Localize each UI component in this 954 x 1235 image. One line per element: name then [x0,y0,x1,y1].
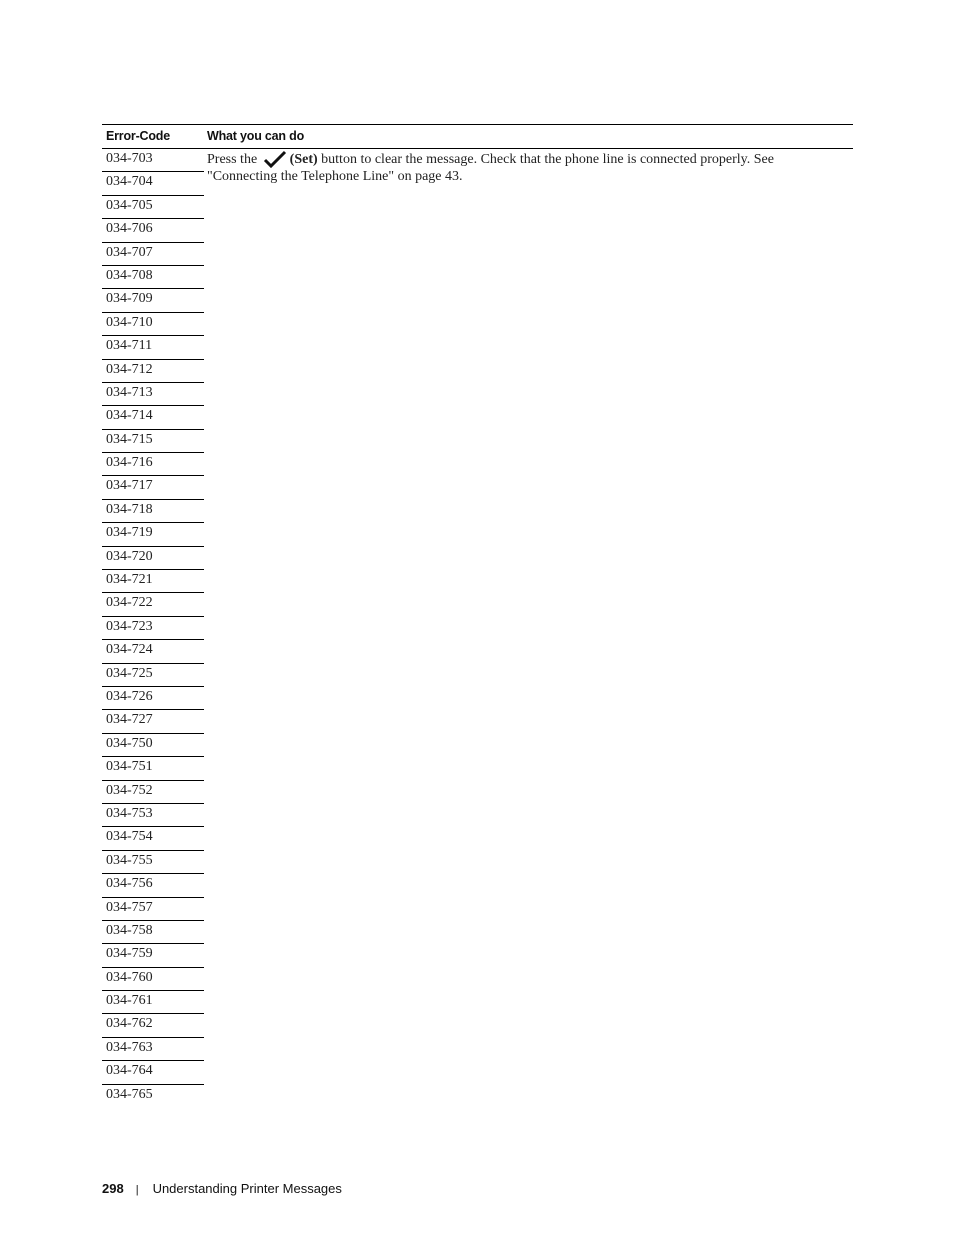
table-row [102,547,204,570]
error-code-cell: 034-754 [106,829,153,845]
error-code-cell: 034-705 [106,197,153,213]
table-row [102,476,204,499]
error-code-cell: 034-751 [106,759,153,775]
error-code-cell: 034-753 [106,805,153,821]
table-row [102,336,204,359]
error-code-cell: 034-711 [106,338,153,354]
error-code-cell: 034-716 [106,455,153,471]
error-code-cell: 034-706 [106,221,153,237]
error-code-cell: 034-760 [106,969,153,985]
table-row [102,243,204,266]
table-row [102,804,204,827]
table-row [102,757,204,780]
table-row [102,687,204,710]
error-code-cell: 034-723 [106,618,153,634]
error-code-cell: 034-750 [106,735,153,751]
footer-separator: | [135,1184,139,1196]
error-code-cell: 034-761 [106,993,153,1009]
table-row [102,944,204,967]
table-row [102,219,204,242]
error-code-cell: 034-727 [106,712,153,728]
table-row [102,617,204,640]
table-row [102,710,204,733]
error-code-cell: 034-717 [106,478,153,494]
table-row [102,827,204,850]
checkmark-icon [263,150,287,168]
table-row [102,734,204,757]
page-footer [102,1181,342,1196]
error-code-cell: 034-712 [106,361,153,377]
table-row [102,874,204,897]
table-row [102,991,204,1014]
table-row [102,570,204,593]
error-code-cell: 034-704 [106,174,153,190]
action-description [207,150,807,185]
table-row [102,196,204,219]
error-code-cell: 034-758 [106,922,153,938]
table-row [102,968,204,991]
table-row [102,781,204,804]
table-row [102,383,204,406]
error-code-cell: 034-722 [106,595,153,611]
error-code-cell: 034-714 [106,408,153,424]
table-row [102,523,204,546]
error-code-cell: 034-725 [106,665,153,681]
header-error-code: Error-Code [106,129,170,143]
error-code-cell: 034-708 [106,267,153,283]
action-line2: "Connecting the Telephone Line" on page 43. [207,169,463,184]
table-row [102,898,204,921]
error-code-cell: 034-762 [106,1016,153,1032]
error-code-cell: 034-707 [106,244,153,260]
error-code-cell: 034-713 [106,384,153,400]
table-row [102,289,204,312]
table-row [102,406,204,429]
table-row [102,921,204,944]
table-row [102,640,204,663]
error-code-cell: 034-763 [106,1039,153,1055]
header-what-you-can-do: What you can do [207,129,305,143]
table-row [102,1038,204,1061]
table-header-rule [102,148,853,149]
error-code-cell: 034-719 [106,525,153,541]
error-code-cell: 034-724 [106,642,153,658]
section-title: Understanding Printer Messages [152,1181,342,1196]
table-row [102,172,204,195]
table-row [102,360,204,383]
table-row [102,149,204,172]
error-code-cell: 034-709 [106,291,153,307]
table-header-row [102,125,853,148]
table-row [102,313,204,336]
table-row [102,500,204,523]
table-row [102,1085,204,1107]
error-code-cell: 034-703 [106,151,153,166]
action-line1-rest: button to clear the message. Check that the phone line is connected properly. See [317,152,774,167]
table-row [102,593,204,616]
error-code-cell: 034-718 [106,501,153,517]
table-row [102,453,204,476]
error-code-cell: 034-756 [106,876,153,892]
error-code-cell: 034-726 [106,688,153,704]
error-code-cell: 034-755 [106,852,153,868]
table-row [102,1014,204,1037]
error-code-cell: 034-757 [106,899,153,915]
table-row [102,851,204,874]
error-code-cell: 034-720 [106,548,153,564]
table-row [102,266,204,289]
table-row [102,430,204,453]
page-number: 298 [102,1181,124,1196]
set-button-label: (Set) [289,152,318,167]
error-code-cell: 034-752 [106,782,153,798]
error-code-cell: 034-765 [106,1086,153,1102]
error-code-cell: 034-721 [106,572,153,588]
error-code-cell: 034-715 [106,431,153,447]
table-row [102,664,204,687]
error-code-cell: 034-710 [106,314,153,330]
table-row [102,1061,204,1084]
error-code-cell: 034-759 [106,946,153,962]
error-code-column [102,149,204,1107]
error-code-cell: 034-764 [106,1063,153,1079]
action-prefix: Press the [207,152,258,167]
